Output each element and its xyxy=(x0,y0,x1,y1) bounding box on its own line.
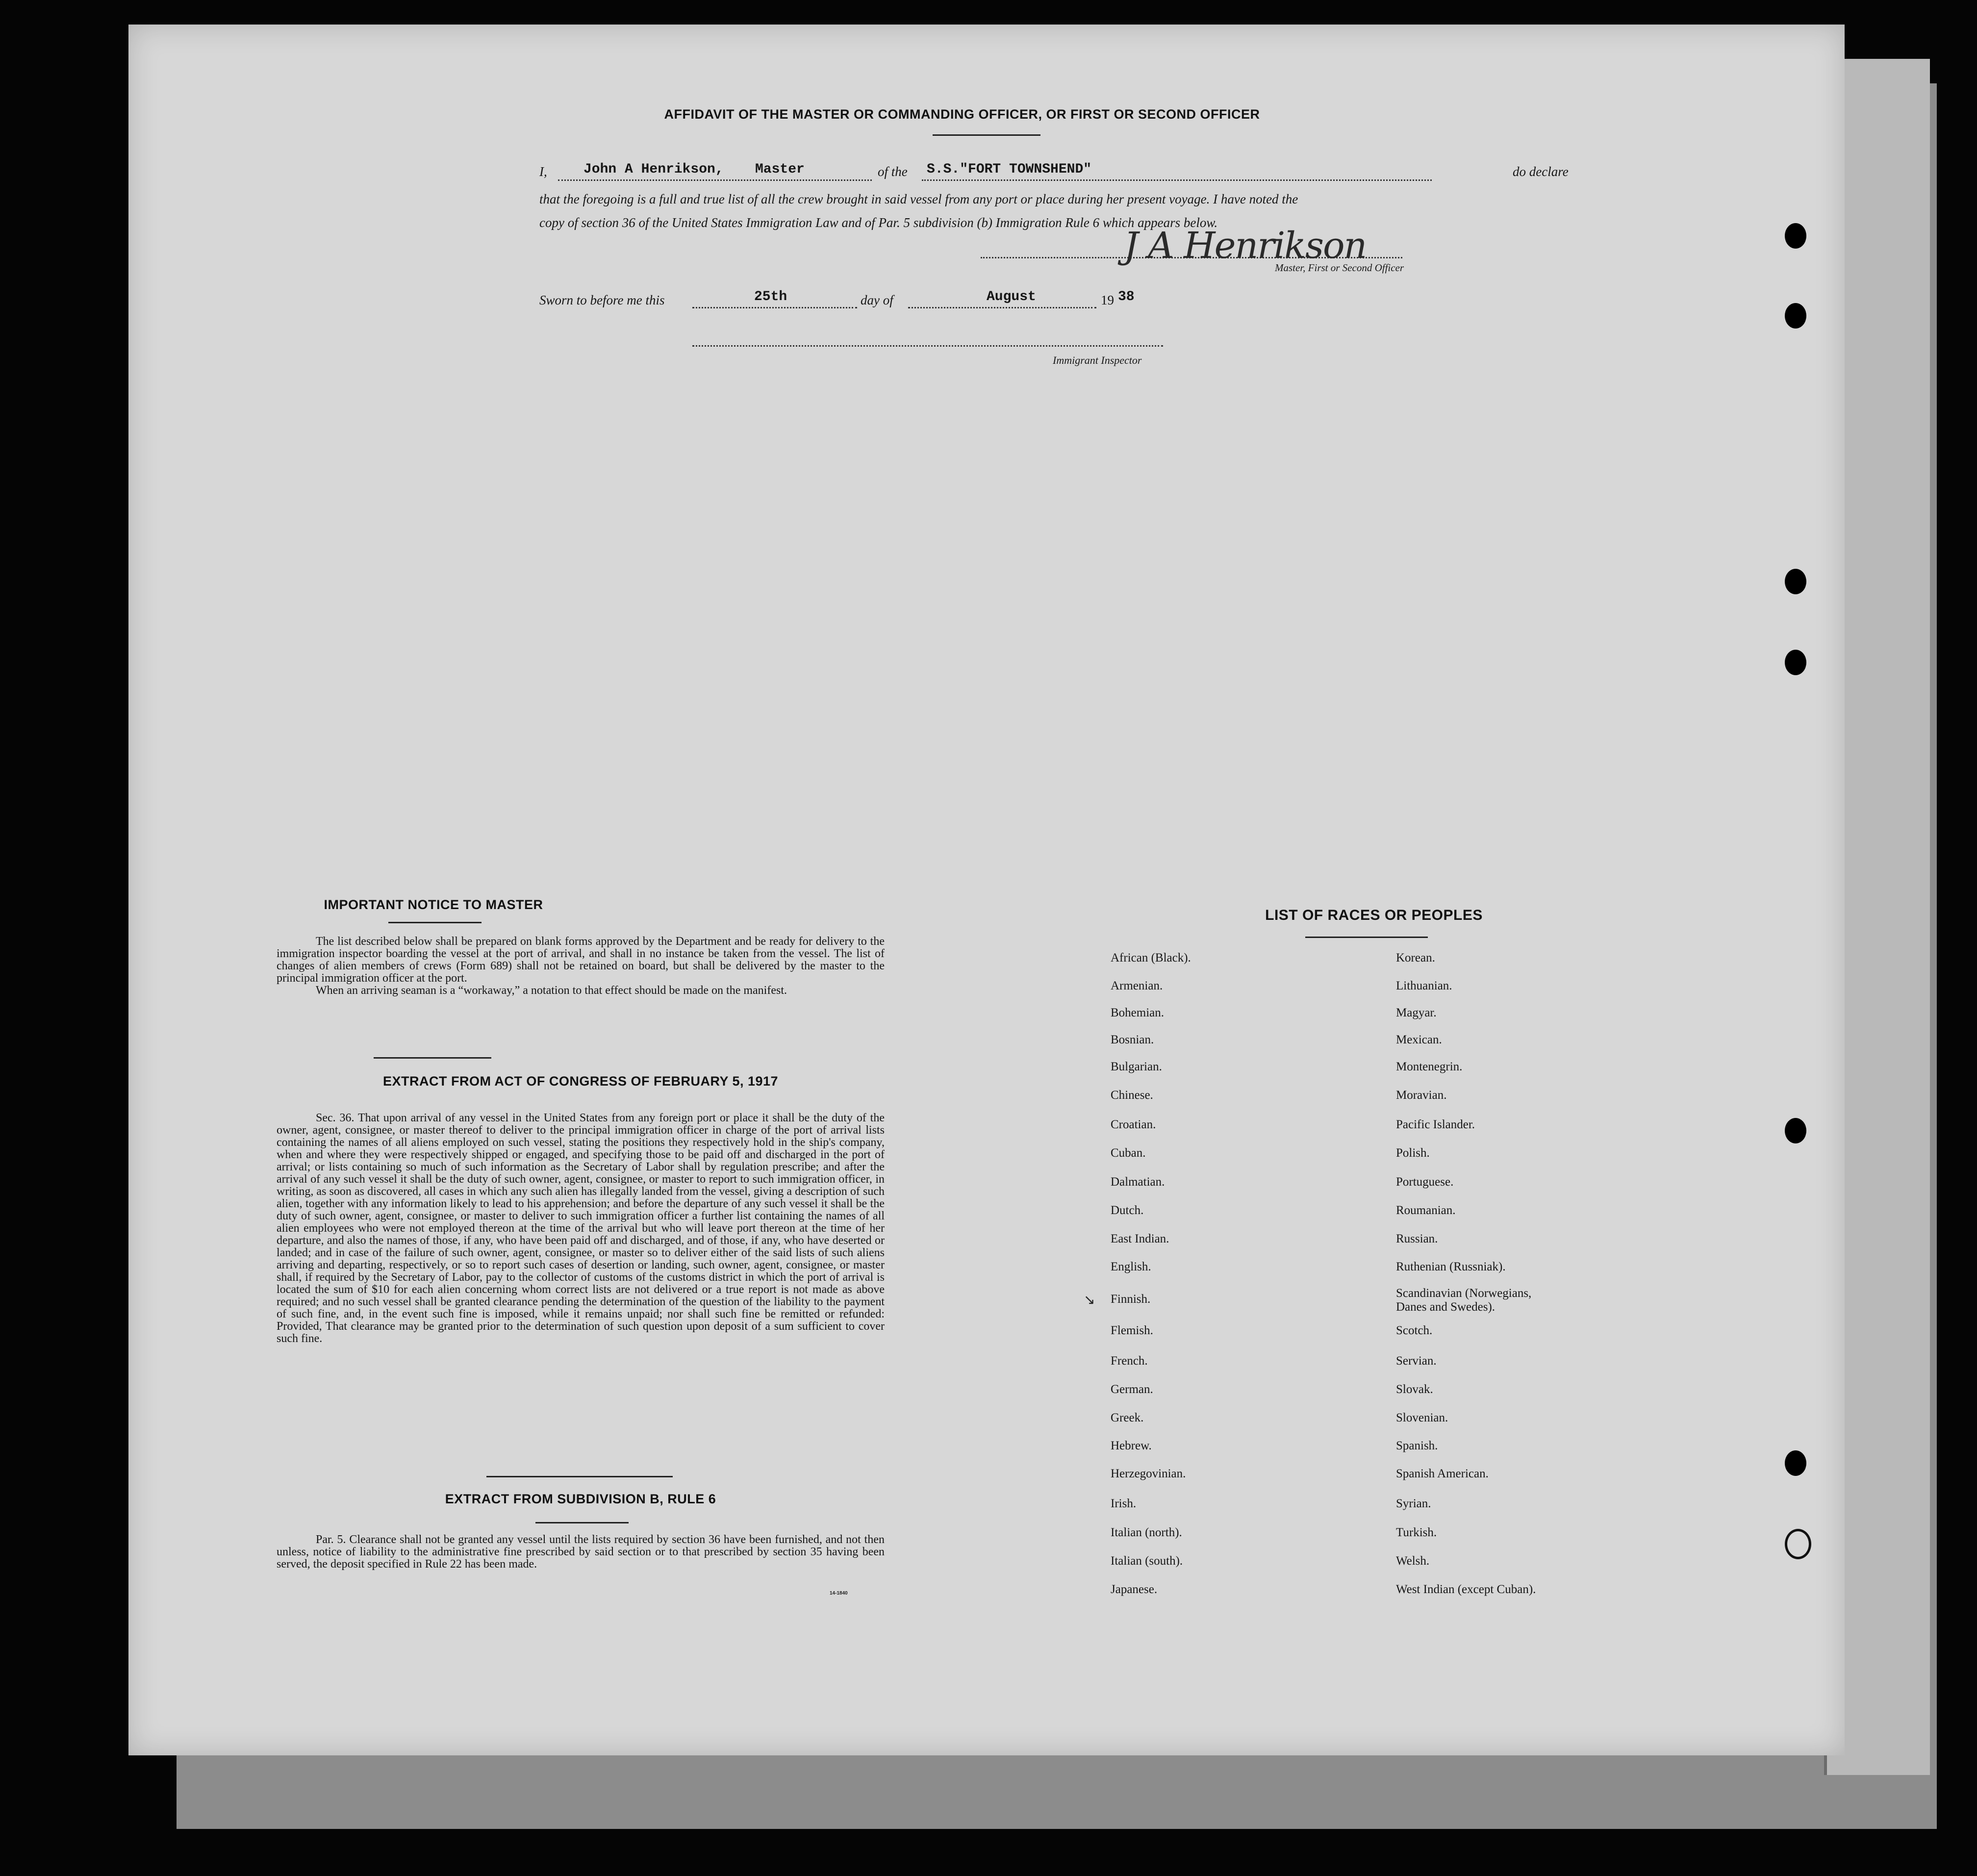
form-number: 14-1840 xyxy=(830,1591,848,1596)
year-prefix: 19 xyxy=(1101,293,1114,307)
race-list-item: Servian. xyxy=(1396,1354,1437,1368)
race-list-item: Turkish. xyxy=(1396,1526,1437,1539)
race-list-item: Slovenian. xyxy=(1396,1411,1448,1424)
title-divider xyxy=(933,134,1040,136)
act-text: Sec. 36. That upon arrival of any vessel in the United States from any foreign port or place it shall be the duty of the owner, agent, consignee, or master thereof to deliver to the principal immigration officer in charge of the port of arrival lists containing the names of all aliens employed on such vessel, stating the positions they respectively hold in the ship's company, when and where they were respectively shipped or engaged, and specifying those to be paid off and discharged in the port of arrival; or lists containing so much of such information as the Secretary of Labor shall by regulation prescribe; and after the arrival of any such vessel it shall be the duty of such owner, agent, consignee, or master to report to such immigration officer, in writing, as soon as discovered, all cases in which any such alien has illegally landed from the vessel, giving a description of such alien, together with any information likely to lead to his apprehension; and before the departure of any such vessel it shall be the duty of such owner, agent, consignee, or master to deliver to such immigration officer a further list containing the names of all alien employees who were not employed thereon at the time of the arrival but who will leave port thereon at the time of her departure, and also the names of those, if any, who have been paid off and discharged, and of those, if any, who have deserted or landed; and in case of the failure of such owner, agent, consignee, or master so to deliver either of the said lists of such aliens arriving and departing, respectively, or so to report such cases of desertion or landing, such owner, agent, consignee, or master shall, if required by the Secretary of Labor, pay to the collector of customs of the customs district in which the port of arrival is located the sum of $10 for each alien concerning whom correct lists are not delivered or a true report is not made as above required; and no such vessel shall be granted clearance pending the determination of the question of the liability to the payment of such fine, and, in the event such fine is imposed, while it remains unpaid; nor shall such fine be remitted or refunded: Provided, That clearance may be granted prior to the determination of such question upon deposit of a sum sufficient to cover such fine. xyxy=(277,1112,885,1345)
race-list-item: Syrian. xyxy=(1396,1497,1431,1510)
races-divider xyxy=(1305,937,1428,938)
manifest-page xyxy=(128,25,1845,1755)
master-rank: Master xyxy=(755,162,805,177)
race-list-item: Polish. xyxy=(1396,1146,1430,1160)
race-list-item: Welsh. xyxy=(1396,1554,1430,1568)
notice-section-divider xyxy=(374,1057,491,1059)
race-list-item: Pacific Islander. xyxy=(1396,1118,1475,1131)
race-list-item: Armenian. xyxy=(1111,979,1163,992)
inspector-caption: Immigrant Inspector xyxy=(1053,354,1142,366)
race-list-item: East Indian. xyxy=(1111,1232,1169,1245)
race-list-item: Bohemian. xyxy=(1111,1006,1165,1019)
affidavit-title: AFFIDAVIT OF THE MASTER OR COMMANDING OFFICER, OR FIRST OR SECOND OFFICER xyxy=(664,107,1260,122)
sworn-line xyxy=(539,289,1226,314)
of-the-label: of the xyxy=(878,164,908,179)
notice-paragraph-1: The list described below shall be prepared on blank forms approved by the Department and be ready for delivery to the immigration inspector boarding the vessel at the port of arrival, and shall in no instance be taken from the vessel. The list of changes of alien members of crews (Form 689) shall not be retained on board, but shall be delivered by the master to the principal immigration officer at the port. xyxy=(277,935,885,985)
inspector-line xyxy=(692,345,1163,347)
punch-hole xyxy=(1785,569,1806,594)
race-list-item: Croatian. xyxy=(1111,1118,1156,1131)
race-list-item: Italian (north). xyxy=(1111,1526,1182,1539)
race-list-item: Bulgarian. xyxy=(1111,1060,1162,1073)
race-list-item: Spanish. xyxy=(1396,1439,1438,1452)
notice-paragraph-2: When an arriving seaman is a “workaway,” a notation to that effect should be made on the manifest. xyxy=(316,984,787,997)
vessel-name: S.S."FORT TOWNSHEND" xyxy=(927,162,1092,177)
race-list-item: Magyar. xyxy=(1396,1006,1437,1019)
act-divider xyxy=(486,1476,673,1477)
race-list-item: Finnish. xyxy=(1111,1293,1151,1306)
race-list-item: Dalmatian. xyxy=(1111,1175,1165,1189)
act-title: EXTRACT FROM ACT OF CONGRESS OF FEBRUARY 5, 1917 xyxy=(382,1074,779,1089)
rule-title: EXTRACT FROM SUBDIVISION B, RULE 6 xyxy=(445,1492,716,1506)
day-of-label: day of xyxy=(861,293,893,307)
race-list-item: Herzegovinian. xyxy=(1111,1467,1186,1480)
rule-divider xyxy=(535,1522,629,1523)
notice-title: IMPORTANT NOTICE TO MASTER xyxy=(324,897,543,912)
do-declare-label: do declare xyxy=(1513,164,1569,179)
race-list-item: Slovak. xyxy=(1396,1383,1433,1396)
race-list-item: Scotch. xyxy=(1396,1324,1433,1337)
sworn-month: August xyxy=(987,289,1036,304)
race-list-item: Korean. xyxy=(1396,951,1435,964)
punch-hole xyxy=(1785,1529,1811,1559)
race-list-item: Dutch. xyxy=(1111,1204,1144,1217)
race-list-item: Cuban. xyxy=(1111,1146,1146,1160)
race-list-item: African (Black). xyxy=(1111,951,1191,964)
race-list-item: Russian. xyxy=(1396,1232,1438,1245)
race-list-item: Japanese. xyxy=(1111,1583,1158,1596)
punch-hole xyxy=(1785,1118,1806,1143)
master-signature: J A Henrikson xyxy=(1124,225,1367,267)
race-list-item: Mexican. xyxy=(1396,1033,1442,1046)
race-list-item: Roumanian. xyxy=(1396,1204,1456,1217)
punch-hole xyxy=(1785,650,1806,675)
punch-hole xyxy=(1785,1450,1806,1476)
master-name: John A Henrikson, xyxy=(583,162,724,177)
race-list-item: Irish. xyxy=(1111,1497,1137,1510)
race-list-item: West Indian (except Cuban). xyxy=(1396,1583,1536,1596)
pencil-check-mark: ↘ xyxy=(1084,1293,1095,1308)
declarant-prefix: I, xyxy=(539,164,547,179)
race-list-item: Moravian. xyxy=(1396,1089,1447,1102)
race-list-item: Spanish American. xyxy=(1396,1467,1489,1480)
race-list-item: Montenegrin. xyxy=(1396,1060,1463,1073)
race-list-item: German. xyxy=(1111,1383,1153,1396)
race-list-item: Portuguese. xyxy=(1396,1175,1454,1189)
race-list-item: French. xyxy=(1111,1354,1148,1368)
sworn-day: 25th xyxy=(754,289,787,304)
race-list-item: Chinese. xyxy=(1111,1089,1153,1102)
declaration-line-2: that the foregoing is a full and true list of all the crew brought in said vessel from any port or place during her present voyage. I have noted the xyxy=(539,192,1298,206)
race-list-item: Ruthenian (Russniak). xyxy=(1396,1260,1506,1273)
notice-divider xyxy=(388,922,482,923)
signature-caption: Master, First or Second Officer xyxy=(1275,262,1404,274)
rule-text: Par. 5. Clearance shall not be granted any vessel until the lists required by section 36 have been furnished, and not then unless, notice of liability to the administrative fine prescribed by said section or to that prescribed by section 35 having been served, the deposit specified in Rule 22 has been made. xyxy=(277,1533,885,1571)
race-list-item: Bosnian. xyxy=(1111,1033,1154,1046)
race-list-item: Lithuanian. xyxy=(1396,979,1452,992)
race-list-item: Italian (south). xyxy=(1111,1554,1183,1568)
races-title: LIST OF RACES OR PEOPLES xyxy=(1265,907,1483,923)
race-list-item: Hebrew. xyxy=(1111,1439,1152,1452)
race-list-item: Flemish. xyxy=(1111,1324,1153,1337)
race-list-item: Greek. xyxy=(1111,1411,1144,1424)
sworn-prefix: Sworn to before me this xyxy=(539,293,665,307)
year-suffix: 38 xyxy=(1118,289,1135,304)
declaration-line-3: copy of section 36 of the United States Immigration Law and of Par. 5 subdivision (b) Immigration Rule 6 which appears below. xyxy=(539,215,1218,230)
notice-body xyxy=(277,936,885,997)
race-list-item: Scandinavian (Norwegians, Danes and Swedes). xyxy=(1396,1287,1532,1314)
punch-hole xyxy=(1785,303,1806,329)
affidavit-declaration xyxy=(539,161,1589,233)
race-list-item: English. xyxy=(1111,1260,1151,1273)
punch-hole xyxy=(1785,223,1806,249)
